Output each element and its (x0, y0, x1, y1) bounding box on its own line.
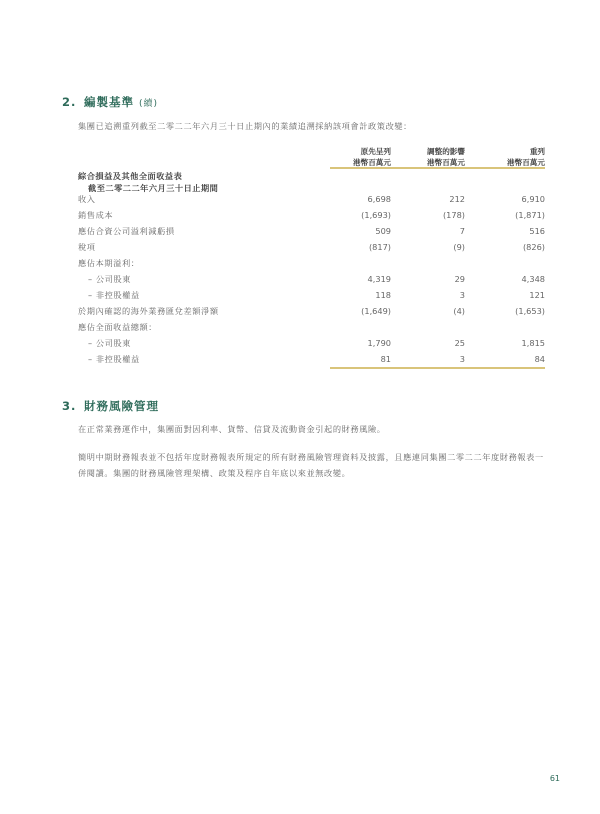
section-2-intro: 集團已追溯重列截至二零二二年六月三十日止期內的業績追溯採納該項會計政策改變： (78, 121, 412, 131)
section-2-heading: 2. 編製基準 (續) (62, 95, 159, 109)
row-value: 3 (459, 354, 465, 364)
row-label: 收入 (78, 194, 96, 204)
row-value: 4,348 (521, 274, 545, 284)
footer-rule (330, 367, 545, 369)
row-value: (9) (453, 242, 465, 252)
row-label: 應佔全面收益總額： (78, 322, 158, 332)
row-value: 84 (534, 354, 545, 364)
table-row (78, 226, 545, 242)
row-value: 1,790 (367, 338, 391, 348)
row-value: (817) (368, 242, 391, 252)
row-value: 516 (529, 226, 545, 236)
table-row (78, 290, 545, 306)
row-value: (4) (453, 306, 465, 316)
row-label: 稅項 (78, 242, 96, 252)
row-value: 509 (375, 226, 391, 236)
row-value: 118 (375, 290, 391, 300)
row-value: (1,871) (515, 210, 545, 220)
col-header-original: 原先呈列 港幣百萬元 (353, 147, 391, 167)
row-value: 81 (380, 354, 391, 364)
table-row (78, 194, 545, 210)
row-value: 6,698 (367, 194, 391, 204)
table-row (78, 274, 545, 290)
row-label: – 公司股東 (88, 274, 132, 284)
row-value: 212 (449, 194, 465, 204)
table-row (78, 338, 545, 354)
row-label: 應佔合資公司溢利減虧損 (78, 226, 175, 236)
row-value: (1,649) (361, 306, 391, 316)
row-value: (1,653) (515, 306, 545, 316)
row-value: (826) (522, 242, 545, 252)
table-row (78, 322, 545, 338)
row-value: (1,693) (361, 210, 391, 220)
row-value: (178) (442, 210, 465, 220)
section-3-para-2: 簡明中期財務報表並不包括年度財務報表所規定的所有財務風險管理資料及披露，且應連同集團二零二二年度財務報表一併閱讀。集團的財務風險管理架構、政策及程序自年底以來並無改變。 (78, 452, 544, 478)
row-label: – 非控股權益 (88, 290, 140, 300)
row-label: 銷售成本 (78, 210, 114, 220)
table-row (78, 242, 545, 258)
row-value: 121 (529, 290, 545, 300)
row-value: 25 (454, 338, 465, 348)
row-label: 於期內確認的海外業務匯兌差額淨額 (78, 306, 219, 316)
page-number: 61 (549, 774, 560, 783)
header-rule (330, 167, 545, 169)
table-row (78, 258, 545, 274)
row-label: 應佔本期溢利： (78, 258, 140, 268)
section-3-heading: 3. 財務風險管理 (62, 399, 159, 413)
row-label: – 公司股東 (88, 338, 132, 348)
row-value: 1,815 (521, 338, 545, 348)
row-value: 4,319 (367, 274, 391, 284)
section-3-para-1: 在正常業務運作中，集團面對因利率、貨幣、信貸及流動資金引起的財務風險。 (78, 424, 386, 434)
table-section-title: 綜合損益及其他全面收益表 截至二零二二年六月三十日止期間 (78, 171, 219, 193)
row-label: – 非控股權益 (88, 354, 140, 364)
row-value: 7 (459, 226, 465, 236)
table-row (78, 306, 545, 322)
row-value: 29 (454, 274, 465, 284)
col-header-restated: 重列 港幣百萬元 (507, 147, 545, 167)
row-value: 6,910 (521, 194, 545, 204)
col-header-adjustment: 調整的影響 港幣百萬元 (427, 147, 465, 167)
table-row (78, 210, 545, 226)
row-value: 3 (459, 290, 465, 300)
